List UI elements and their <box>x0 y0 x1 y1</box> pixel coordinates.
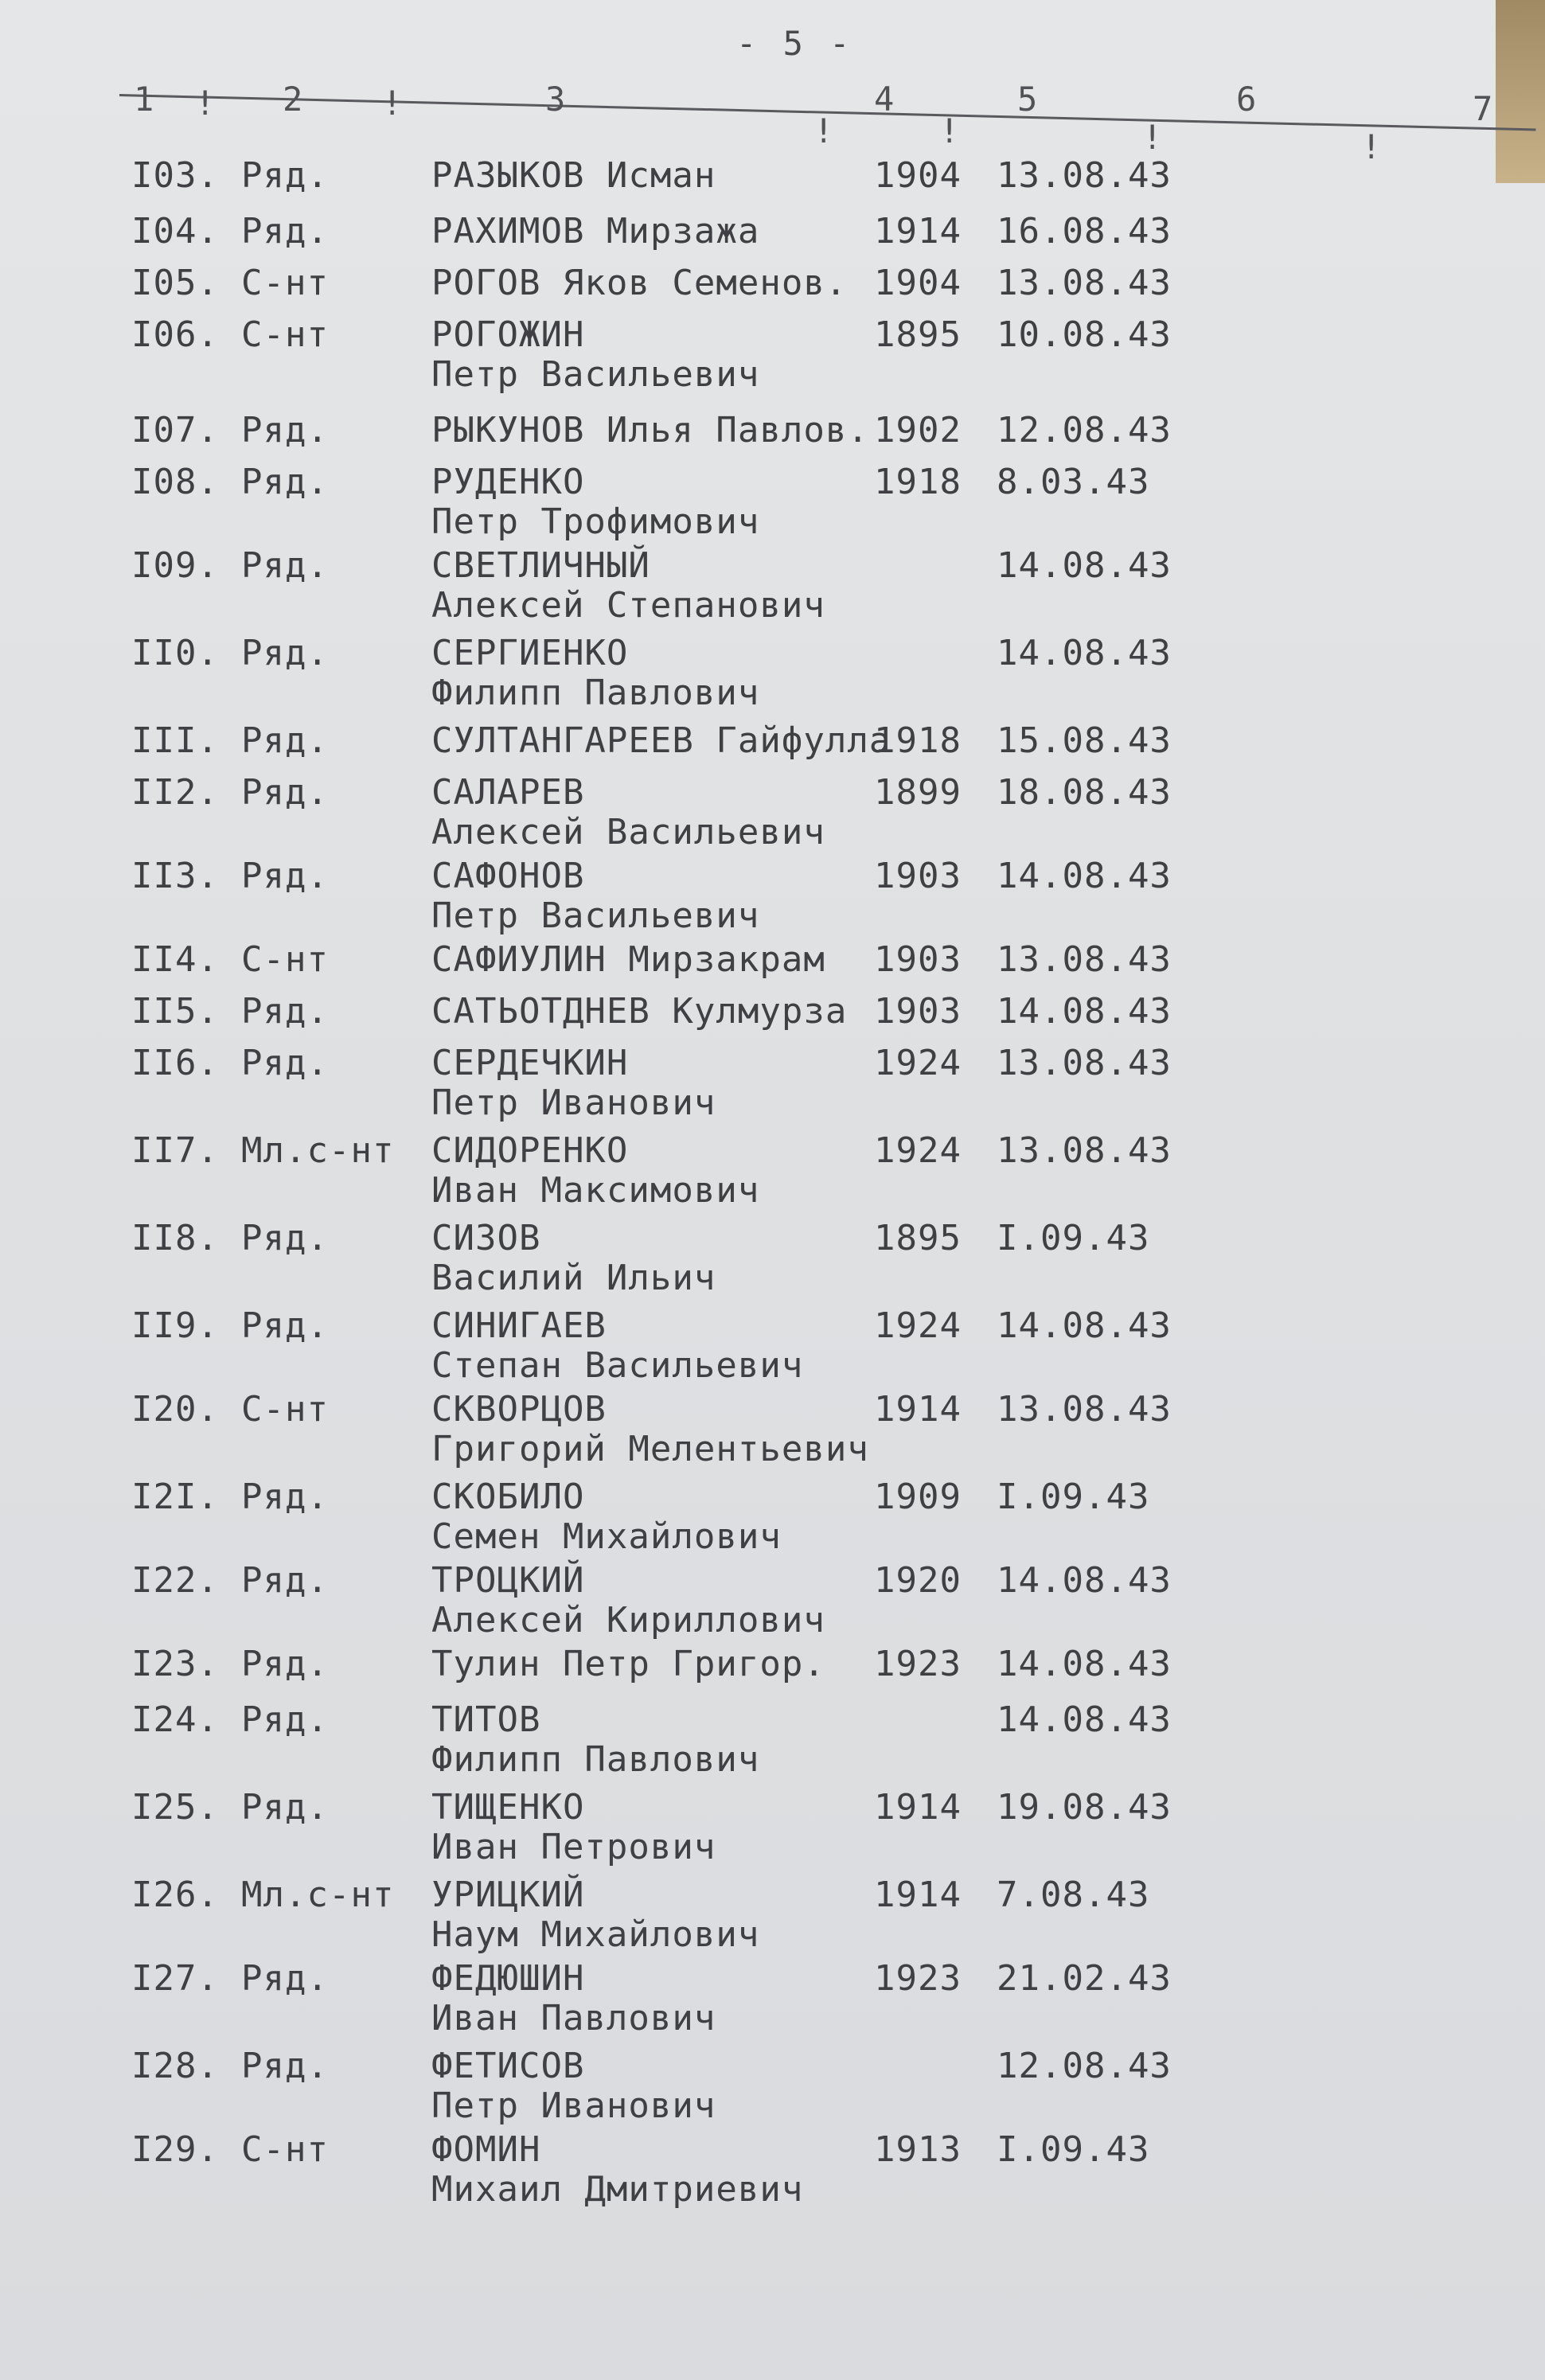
entry-birth-year: 1903 <box>874 991 962 1032</box>
entry-date: 14.08.43 <box>997 1699 1172 1740</box>
list-item <box>0 1875 1545 1970</box>
entry-birth-year: 1914 <box>874 1875 962 1915</box>
entry-rank: Ряд. <box>241 1477 329 1517</box>
column-separator: ! <box>939 111 960 150</box>
column-header-1: 1 <box>134 80 154 119</box>
entry-date: 10.08.43 <box>997 314 1172 355</box>
entry-surname: СЕРГИЕНКО <box>431 633 629 673</box>
list-item <box>0 1560 1545 1656</box>
entry-date: 14.08.43 <box>997 1305 1172 1346</box>
entry-given-names: Филипп Павлович <box>431 1739 760 1780</box>
entry-rank: Ряд. <box>241 155 329 196</box>
list-item <box>0 1787 1545 1883</box>
entry-surname: САФОНОВ <box>431 856 585 896</box>
entry-number: I04. <box>131 211 219 252</box>
entry-number: I29. <box>131 2129 219 2170</box>
entry-surname: ФЕДЮШИН <box>431 1958 585 1999</box>
column-separator: ! <box>195 84 216 123</box>
entry-surname: УРИЦКИЙ <box>431 1875 585 1915</box>
entry-date: I.09.43 <box>997 1477 1150 1517</box>
column-header-7: 7 <box>1473 89 1493 128</box>
entry-birth-year: 1914 <box>874 1389 962 1430</box>
entry-surname: СИЗОВ <box>431 1218 541 1258</box>
entry-number: I26. <box>131 1875 219 1915</box>
entry-date: I.09.43 <box>997 1218 1150 1258</box>
list-item <box>0 1043 1545 1138</box>
entry-date: 8.03.43 <box>997 462 1150 502</box>
entry-surname: СИНИГАЕВ <box>431 1305 607 1346</box>
entry-number: I25. <box>131 1787 219 1828</box>
entry-rank: С-нт <box>241 1389 329 1430</box>
entry-number: I22. <box>131 1560 219 1601</box>
entry-birth-year: 1904 <box>874 263 962 303</box>
page-number: - 5 - <box>736 24 853 63</box>
entry-rank: Ряд. <box>241 856 329 896</box>
list-item <box>0 1699 1545 1795</box>
entry-number: I07. <box>131 410 219 451</box>
entry-rank: Мл.с-нт <box>241 1130 395 1171</box>
entry-surname: ТИТОВ <box>431 1699 541 1740</box>
entry-rank: Ряд. <box>241 1560 329 1601</box>
entry-number: I06. <box>131 314 219 355</box>
entry-birth-year: 1914 <box>874 1787 962 1828</box>
entry-birth-year: 1903 <box>874 856 962 896</box>
column-header-3: 3 <box>545 80 566 119</box>
entry-date: I.09.43 <box>997 2129 1150 2170</box>
list-item <box>0 856 1545 951</box>
entry-surname: РОГОЖИН <box>431 314 585 355</box>
column-header-6: 6 <box>1236 80 1257 119</box>
column-header-2: 2 <box>283 80 303 119</box>
entry-number: I28. <box>131 2046 219 2086</box>
list-item <box>0 1130 1545 1226</box>
entry-surname: СЕРДЕЧКИН <box>431 1043 629 1083</box>
entry-surname: РУДЕНКО <box>431 462 585 502</box>
entry-rank: Ряд. <box>241 410 329 451</box>
list-item <box>0 1218 1545 1313</box>
entry-number: I05. <box>131 263 219 303</box>
entry-given-names: Алексей Васильевич <box>431 812 825 853</box>
entry-number: I08. <box>131 462 219 502</box>
entry-date: 19.08.43 <box>997 1787 1172 1828</box>
entry-surname: РЫКУНОВ Илья Павлов. <box>431 410 869 451</box>
entry-number: I23. <box>131 1644 219 1684</box>
entry-given-names: Степан Васильевич <box>431 1345 804 1386</box>
entry-date: 16.08.43 <box>997 211 1172 252</box>
entry-birth-year: 1924 <box>874 1130 962 1171</box>
entry-rank: С-нт <box>241 314 329 355</box>
entry-date: 14.08.43 <box>997 856 1172 896</box>
entry-number: I03. <box>131 155 219 196</box>
entry-birth-year: 1918 <box>874 462 962 502</box>
entry-number: II2. <box>131 772 219 813</box>
column-header-4: 4 <box>874 80 895 119</box>
entry-date: 13.08.43 <box>997 263 1172 303</box>
entry-surname: ТИЩЕНКО <box>431 1787 585 1828</box>
column-separator: ! <box>1361 127 1382 166</box>
entry-date: 12.08.43 <box>997 410 1172 451</box>
entry-given-names: Филипп Павлович <box>431 673 760 713</box>
entry-rank: Ряд. <box>241 1043 329 1083</box>
entry-rank: Ряд. <box>241 991 329 1032</box>
entry-rank: С-нт <box>241 263 329 303</box>
entry-rank: С-нт <box>241 939 329 980</box>
list-item <box>0 772 1545 868</box>
list-item <box>0 1477 1545 1572</box>
entry-number: II7. <box>131 1130 219 1171</box>
entry-birth-year: 1895 <box>874 1218 962 1258</box>
entry-number: III. <box>131 720 219 761</box>
entry-surname: РАХИМОВ Мирзажа <box>431 211 760 252</box>
entry-date: 14.08.43 <box>997 633 1172 673</box>
entry-given-names: Михаил Дмитриевич <box>431 2169 804 2210</box>
entry-given-names: Семен Михайлович <box>431 1516 782 1557</box>
entry-given-names: Алексей Степанович <box>431 585 825 626</box>
entry-date: 13.08.43 <box>997 155 1172 196</box>
entry-birth-year: 1923 <box>874 1644 962 1684</box>
entry-rank: Ряд. <box>241 772 329 813</box>
entry-number: II8. <box>131 1218 219 1258</box>
column-separator: ! <box>382 84 403 123</box>
entry-given-names: Петр Васильевич <box>431 354 760 395</box>
entry-birth-year: 1909 <box>874 1477 962 1517</box>
entry-birth-year: 1899 <box>874 772 962 813</box>
entry-given-names: Григорий Мелентьевич <box>431 1429 869 1469</box>
entry-given-names: Иван Максимович <box>431 1170 760 1211</box>
entry-rank: С-нт <box>241 2129 329 2170</box>
entry-birth-year: 1904 <box>874 155 962 196</box>
entry-rank: Ряд. <box>241 1958 329 1999</box>
entry-birth-year: 1923 <box>874 1958 962 1999</box>
entry-given-names: Петр Иванович <box>431 1083 716 1123</box>
list-item <box>0 1389 1545 1485</box>
entry-given-names: Петр Васильевич <box>431 895 760 936</box>
entry-date: 13.08.43 <box>997 1389 1172 1430</box>
entry-birth-year: 1924 <box>874 1305 962 1346</box>
entry-date: 14.08.43 <box>997 1644 1172 1684</box>
entry-surname: СКВОРЦОВ <box>431 1389 607 1430</box>
entry-surname: САФИУЛИН Мирзакрам <box>431 939 825 980</box>
entry-date: 13.08.43 <box>997 1130 1172 1171</box>
column-header-5: 5 <box>1017 80 1038 119</box>
list-item <box>0 1958 1545 2054</box>
entry-date: 14.08.43 <box>997 545 1172 586</box>
entry-surname: СВЕТЛИЧНЫЙ <box>431 545 650 586</box>
entry-given-names: Иван Петрович <box>431 1827 716 1867</box>
entry-given-names: Петр Трофимович <box>431 501 760 542</box>
entry-surname: ТРОЦКИЙ <box>431 1560 585 1601</box>
entry-given-names: Иван Павлович <box>431 1998 716 2039</box>
entry-surname: САТЬОТДНЕВ Кулмурза <box>431 991 848 1032</box>
entry-birth-year: 1913 <box>874 2129 962 2170</box>
entry-number: II4. <box>131 939 219 980</box>
entry-birth-year: 1895 <box>874 314 962 355</box>
entry-birth-year: 1918 <box>874 720 962 761</box>
entry-given-names: Наум Михайлович <box>431 1914 760 1955</box>
entry-rank: Ряд. <box>241 1644 329 1684</box>
entry-rank: Ряд. <box>241 211 329 252</box>
column-separator: ! <box>813 111 834 150</box>
entry-rank: Мл.с-нт <box>241 1875 395 1915</box>
entry-date: 7.08.43 <box>997 1875 1150 1915</box>
entry-rank: Ряд. <box>241 720 329 761</box>
entry-date: 18.08.43 <box>997 772 1172 813</box>
entry-date: 13.08.43 <box>997 939 1172 980</box>
entry-number: II6. <box>131 1043 219 1083</box>
entry-birth-year: 1924 <box>874 1043 962 1083</box>
list-item <box>0 545 1545 641</box>
entry-surname: РАЗЫКОВ Исман <box>431 155 716 196</box>
entry-surname: ФЕТИСОВ <box>431 2046 585 2086</box>
entry-number: I27. <box>131 1958 219 1999</box>
entry-rank: Ряд. <box>241 1218 329 1258</box>
entry-birth-year: 1914 <box>874 211 962 252</box>
entry-date: 13.08.43 <box>997 1043 1172 1083</box>
list-item <box>0 314 1545 410</box>
entry-rank: Ряд. <box>241 1787 329 1828</box>
entry-date: 21.02.43 <box>997 1958 1172 1999</box>
entry-surname: СИДОРЕНКО <box>431 1130 629 1171</box>
entry-surname: ФОМИН <box>431 2129 541 2170</box>
entry-number: I2I. <box>131 1477 219 1517</box>
entry-date: 14.08.43 <box>997 991 1172 1032</box>
list-item <box>0 2129 1545 2225</box>
entry-date: 15.08.43 <box>997 720 1172 761</box>
entry-birth-year: 1920 <box>874 1560 962 1601</box>
entry-birth-year: 1902 <box>874 410 962 451</box>
entry-given-names: Алексей Кириллович <box>431 1600 825 1641</box>
entry-number: II9. <box>131 1305 219 1346</box>
entry-birth-year: 1903 <box>874 939 962 980</box>
list-item <box>0 633 1545 728</box>
entry-rank: Ряд. <box>241 1305 329 1346</box>
entry-number: I20. <box>131 1389 219 1430</box>
list-item <box>0 462 1545 557</box>
list-item <box>0 1305 1545 1401</box>
entry-rank: Ряд. <box>241 462 329 502</box>
entry-number: II0. <box>131 633 219 673</box>
entry-number: I24. <box>131 1699 219 1740</box>
entry-rank: Ряд. <box>241 1699 329 1740</box>
entry-surname: СКОБИЛО <box>431 1477 585 1517</box>
entry-date: 12.08.43 <box>997 2046 1172 2086</box>
entry-number: I09. <box>131 545 219 586</box>
entry-surname: СУЛТАНГАРЕЕВ Гайфулла <box>431 720 891 761</box>
column-separator: ! <box>1142 118 1163 157</box>
entry-rank: Ряд. <box>241 2046 329 2086</box>
entry-given-names: Петр Иванович <box>431 2085 716 2126</box>
entry-given-names: Василий Ильич <box>431 1258 716 1298</box>
list-item <box>0 2046 1545 2141</box>
entry-surname: Тулин Петр Григор. <box>431 1644 825 1684</box>
entry-surname: РОГОВ Яков Семенов. <box>431 263 848 303</box>
entry-date: 14.08.43 <box>997 1560 1172 1601</box>
entry-surname: САЛАРЕВ <box>431 772 585 813</box>
entry-rank: Ряд. <box>241 545 329 586</box>
entry-number: II5. <box>131 991 219 1032</box>
entry-number: II3. <box>131 856 219 896</box>
entry-rank: Ряд. <box>241 633 329 673</box>
